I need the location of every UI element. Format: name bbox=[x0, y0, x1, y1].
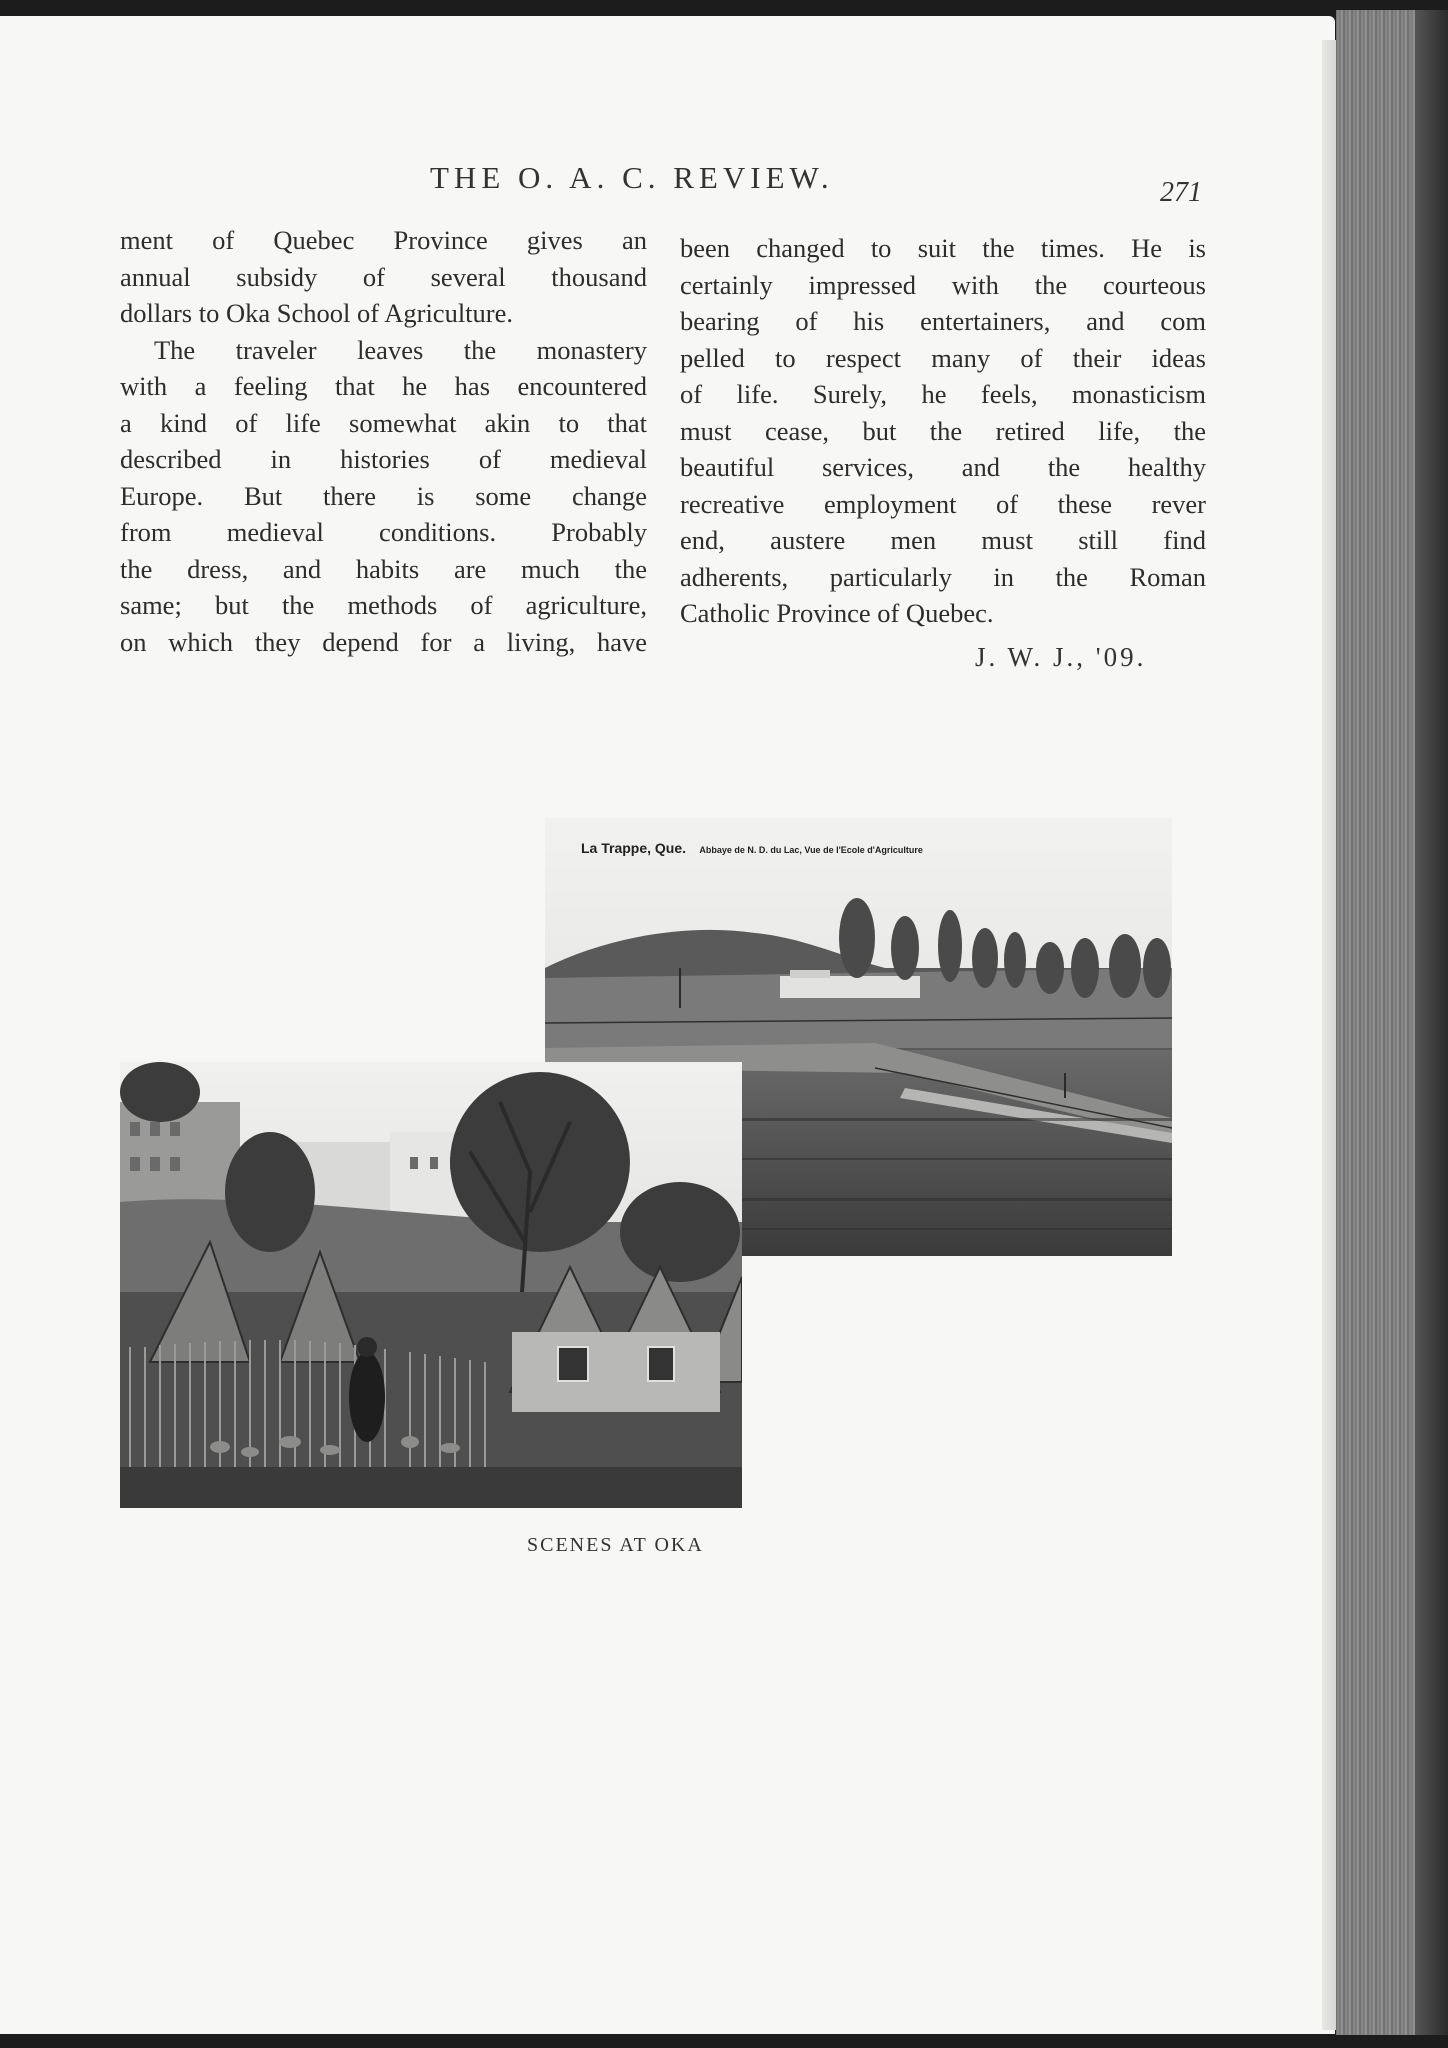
text-line: same; but the methods of agriculture, bbox=[120, 590, 647, 620]
postcard-caption bbox=[581, 840, 923, 856]
text-line: pelled to respect many of their ideas bbox=[680, 342, 1206, 373]
postcard-subtitle: Abbaye de N. D. du Lac, Vue de l'Ecole d'Agriculture bbox=[699, 845, 923, 855]
text-line: end, austere men must still find bbox=[680, 525, 1206, 555]
text-line: The traveler leaves the monastery bbox=[154, 334, 647, 365]
text-line: adherents, particularly in the Roman bbox=[680, 561, 1206, 592]
text-line: from medieval conditions. Probably bbox=[120, 517, 647, 547]
figure-caption: SCENES AT OKA bbox=[527, 1534, 704, 1556]
cabins-photo-image bbox=[120, 1062, 742, 1508]
page-shadow bbox=[1322, 40, 1336, 2030]
running-header: THE O. A. C. REVIEW. bbox=[430, 160, 834, 195]
text-line: a kind of life somewhat akin to that bbox=[120, 407, 647, 438]
text-line: dollars to Oka School of Agriculture. bbox=[120, 298, 514, 328]
postcard-title: La Trappe, Que. bbox=[581, 840, 687, 856]
article-right-column bbox=[680, 230, 1206, 632]
text-line: Europe. But there is some change bbox=[120, 480, 647, 511]
text-line: ment of Quebec Province gives an bbox=[120, 225, 647, 255]
author-signature: J. W. J., '09. bbox=[975, 642, 1147, 672]
text-line: recreative employment of these rever bbox=[680, 488, 1206, 519]
text-line: of life. Surely, he feels, monasticism bbox=[680, 379, 1206, 409]
text-line: been changed to suit the times. He is bbox=[680, 233, 1206, 263]
text-line: certainly impressed with the courteous bbox=[680, 269, 1206, 300]
text-line: annual subsidy of several thousand bbox=[120, 261, 647, 292]
text-line: Catholic Province of Quebec. bbox=[680, 598, 994, 628]
text-line: bearing of his entertainers, and com bbox=[680, 306, 1206, 336]
page-number: 271 bbox=[1160, 177, 1202, 208]
text-line: described in histories of medieval bbox=[120, 444, 647, 474]
book-cover-edge bbox=[1415, 10, 1448, 2035]
text-line: with a feeling that he has encountered bbox=[120, 371, 647, 401]
photo-cabins-scene bbox=[120, 1062, 742, 1508]
text-line: on which they depend for a living, have bbox=[120, 626, 647, 657]
text-line: the dress, and habits are much the bbox=[120, 553, 647, 584]
text-line: must cease, but the retired life, the bbox=[680, 415, 1206, 446]
article-left-column bbox=[120, 222, 647, 660]
text-line: beautiful services, and the healthy bbox=[680, 452, 1206, 482]
